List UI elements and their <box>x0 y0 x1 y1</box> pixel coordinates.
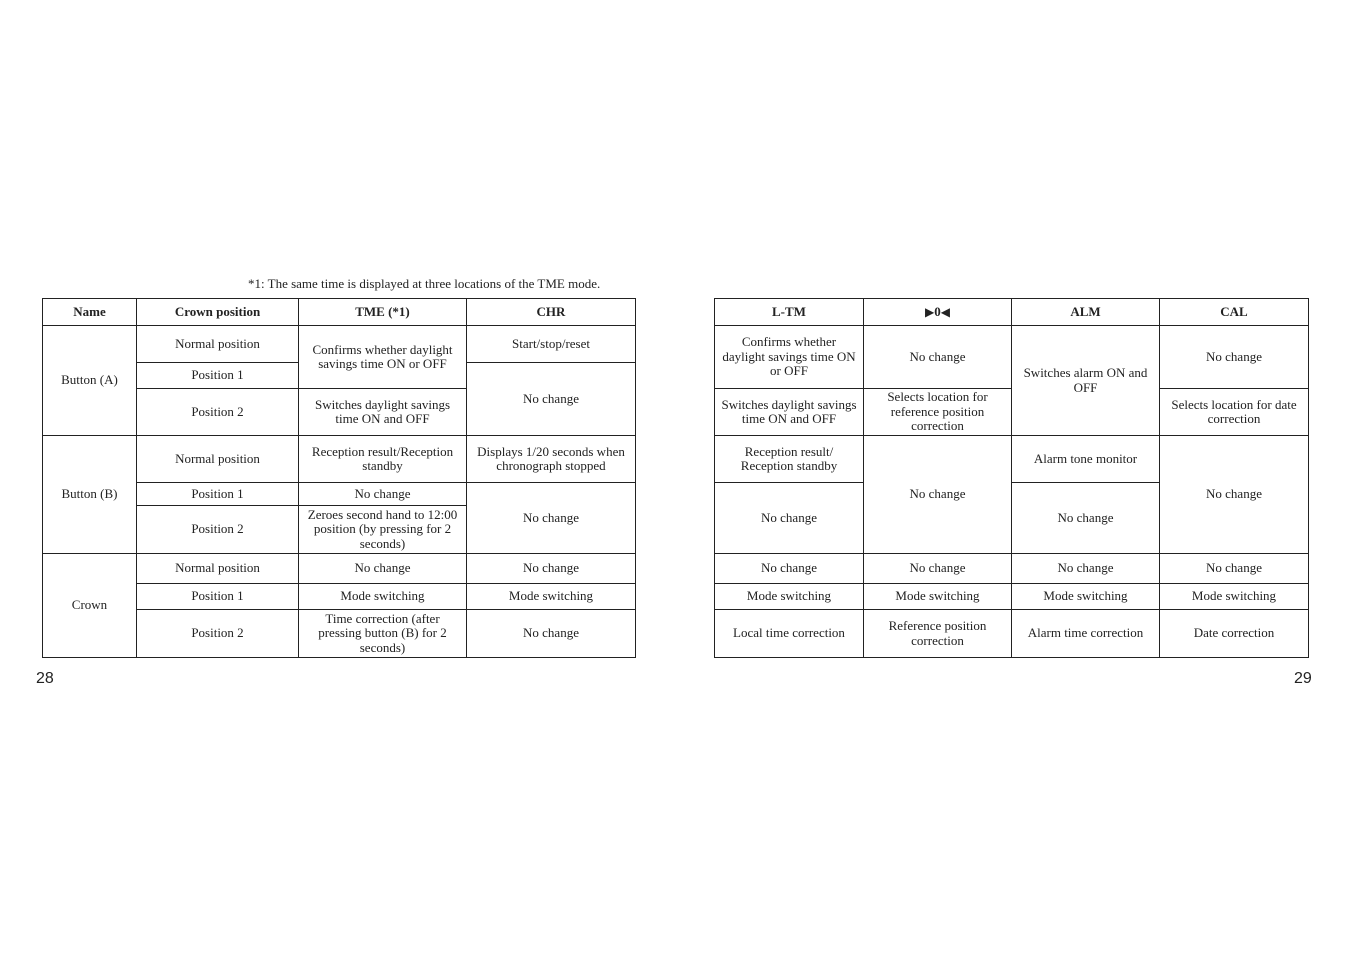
cell-b-ltm-pos1-pos2: No change <box>715 483 864 554</box>
header-cal: CAL <box>1160 299 1309 326</box>
cell-a-tme-normal-pos1: Confirms whether daylight savings time ON or OFF <box>299 326 467 389</box>
button-function-table-left <box>42 298 636 658</box>
cell-c-zero-pos2: Reference position correction <box>864 610 1012 658</box>
cell-a-chr-pos1-pos2: No change <box>467 363 636 436</box>
cell-b-zero-all: No change <box>864 436 1012 554</box>
cell-a-ltm-normal-pos1: Confirms whether daylight savings time ON or OFF <box>715 326 864 389</box>
cell-a-ltm-pos2: Switches daylight savings time ON and OFF <box>715 389 864 436</box>
cell-a-alm-all: Switches alarm ON and OFF <box>1012 326 1160 436</box>
header-alm: ALM <box>1012 299 1160 326</box>
footnote: *1: The same time is displayed at three locations of the TME mode. <box>248 276 601 291</box>
cell-b-chr-normal: Displays 1/20 seconds when chronograph stopped <box>467 436 636 483</box>
cell-c-chr-normal: No change <box>467 554 636 584</box>
cell-c-cal-pos1: Mode switching <box>1160 584 1309 610</box>
cell-c-normal: Normal position <box>137 554 299 584</box>
header-crown-position: Crown position <box>137 299 299 326</box>
play-right-icon: ▶ <box>925 304 935 319</box>
cell-a-tme-pos2: Switches daylight savings time ON and OFF <box>299 389 467 436</box>
row-label-crown: Crown <box>43 554 137 658</box>
header-zero-label: 0 <box>934 303 941 319</box>
cell-c-cal-normal: No change <box>1160 554 1309 584</box>
header-chr: CHR <box>467 299 636 326</box>
cell-a-cal-pos2: Selects location for date correction <box>1160 389 1309 436</box>
cell-a-cal-normal-pos1: No change <box>1160 326 1309 389</box>
cell-a-pos1: Position 1 <box>137 363 299 389</box>
cell-a-zero-normal-pos1: No change <box>864 326 1012 389</box>
row-label-button-b: Button (B) <box>43 436 137 554</box>
cell-a-chr-normal: Start/stop/reset <box>467 326 636 363</box>
cell-b-alm-pos1-pos2: No change <box>1012 483 1160 554</box>
header-name: Name <box>43 299 137 326</box>
button-function-table-right <box>714 298 1309 658</box>
header-tme: TME (*1) <box>299 299 467 326</box>
cell-c-zero-normal: No change <box>864 554 1012 584</box>
cell-a-pos2: Position 2 <box>137 389 299 436</box>
cell-b-normal: Normal position <box>137 436 299 483</box>
cell-b-ltm-normal: Reception result/ Reception standby <box>715 436 864 483</box>
page-number-right: 29 <box>1294 670 1312 687</box>
cell-c-alm-normal: No change <box>1012 554 1160 584</box>
cell-c-tme-normal: No change <box>299 554 467 584</box>
cell-c-alm-pos1: Mode switching <box>1012 584 1160 610</box>
page-number-left: 28 <box>36 670 54 687</box>
play-left-icon: ◀ <box>940 304 950 319</box>
cell-c-ltm-pos2: Local time correction <box>715 610 864 658</box>
cell-a-normal: Normal position <box>137 326 299 363</box>
cell-b-pos2: Position 2 <box>137 506 299 554</box>
cell-b-cal-all: No change <box>1160 436 1309 554</box>
cell-c-pos2: Position 2 <box>137 610 299 658</box>
cell-b-tme-pos2: Zeroes second hand to 12:00 position (by pressing for 2 seconds) <box>299 506 467 554</box>
cell-c-chr-pos2: No change <box>467 610 636 658</box>
cell-a-zero-pos2: Selects location for reference position correction <box>864 389 1012 436</box>
row-label-button-a: Button (A) <box>43 326 137 436</box>
cell-c-chr-pos1: Mode switching <box>467 584 636 610</box>
cell-c-tme-pos1: Mode switching <box>299 584 467 610</box>
header-ltm: L-TM <box>715 299 864 326</box>
cell-b-chr-pos1-pos2: No change <box>467 483 636 554</box>
cell-c-ltm-normal: No change <box>715 554 864 584</box>
cell-b-tme-pos1: No change <box>299 483 467 506</box>
cell-b-alm-normal: Alarm tone monitor <box>1012 436 1160 483</box>
cell-c-zero-pos1: Mode switching <box>864 584 1012 610</box>
header-zero <box>864 299 1012 326</box>
cell-c-pos1: Position 1 <box>137 584 299 610</box>
cell-b-tme-normal: Reception result/Reception standby <box>299 436 467 483</box>
cell-c-ltm-pos1: Mode switching <box>715 584 864 610</box>
cell-c-alm-pos2: Alarm time correction <box>1012 610 1160 658</box>
cell-c-tme-pos2: Time correction (after pressing button (B) for 2 seconds) <box>299 610 467 658</box>
cell-b-pos1: Position 1 <box>137 483 299 506</box>
cell-c-cal-pos2: Date correction <box>1160 610 1309 658</box>
